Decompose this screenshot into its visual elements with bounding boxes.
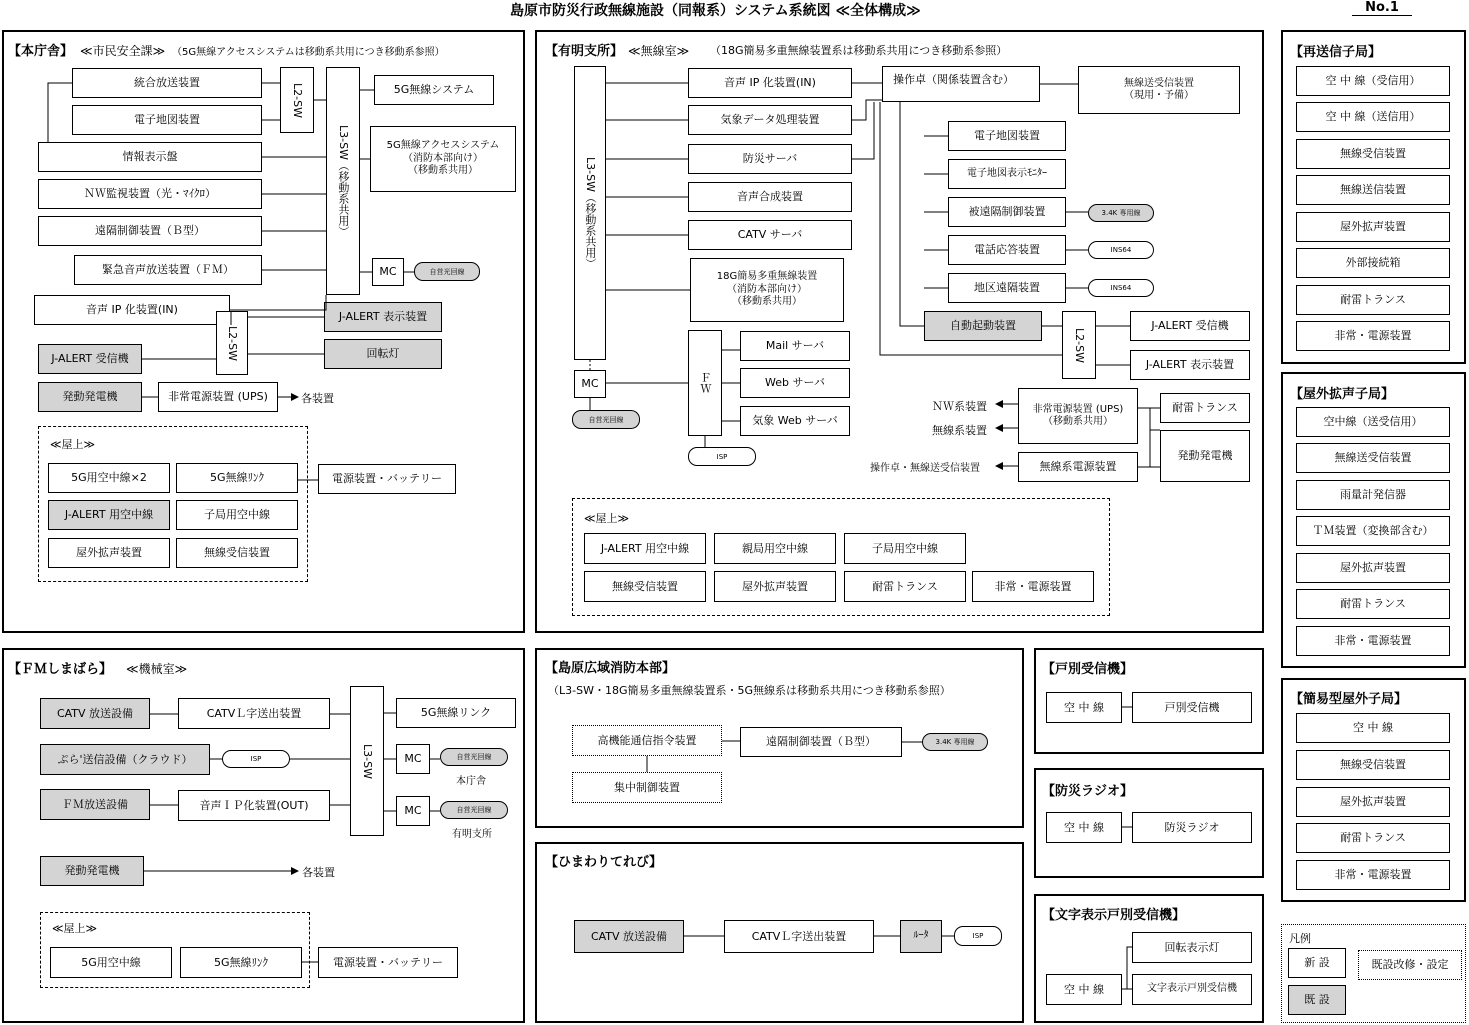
mc-box: MC xyxy=(372,258,404,286)
panel-title: 【屋外拡声子局】 xyxy=(1290,387,1395,402)
panel-note: ≪機械室≫ xyxy=(126,662,188,676)
roof-label: ≪屋上≫ xyxy=(50,438,96,451)
equipment-box: 耐雷トランス xyxy=(1296,285,1450,315)
panel-title: 【防災ラジオ】 xyxy=(1042,784,1134,799)
roof-label: ≪屋上≫ xyxy=(52,922,98,935)
equipment-box: 発動発電機 xyxy=(38,382,142,412)
equipment-box: 気象 Web サーバ xyxy=(740,406,850,436)
mc-box: MC xyxy=(396,744,430,774)
equipment-box: 5G用空中線×2 xyxy=(48,463,170,493)
equipment-box: 空 中 線 xyxy=(1296,713,1450,743)
router-box: ﾙｰﾀ xyxy=(900,920,942,953)
equipment-box: ＮＷ監視装置（光・ﾏｲｸﾛ） xyxy=(38,179,262,209)
equipment-box: 耐雷トランス xyxy=(844,571,966,602)
panel-note: ≪市民安全課≫ xyxy=(80,44,166,58)
equipment-box: 戸別受信機 xyxy=(1132,692,1252,723)
panel-note: ≪無線室≫ xyxy=(628,44,690,58)
equipment-box: 高機能通信指令装置 xyxy=(572,725,722,756)
equipment-box: 無線受信装置 xyxy=(176,538,298,568)
equipment-box: 外部接続箱 xyxy=(1296,248,1450,278)
equipment-box: 操作卓（関係装置含む） xyxy=(882,66,1040,102)
equipment-box: 音声 IP 化装置(IN) xyxy=(34,295,230,325)
equipment-box: 文字表示戸別受信機 xyxy=(1132,974,1252,1005)
equipment-box: CATVＬ字送出装置 xyxy=(178,698,330,729)
equipment-box: 空 中 線（受信用） xyxy=(1296,66,1450,96)
label-ops-radio: 操作卓・無線送受信装置 xyxy=(870,463,980,474)
equipment-box: CATV 放送設備 xyxy=(574,920,684,953)
equipment-box: Web サーバ xyxy=(740,368,850,398)
equipment-box: 5G無線リンク xyxy=(396,698,516,728)
equipment-box: CATVＬ字送出装置 xyxy=(724,920,874,953)
equipment-box: 空 中 線 xyxy=(1046,812,1122,843)
equipment-box: 屋外拡声装置 xyxy=(1296,212,1450,242)
equipment-box: 発動発電機 xyxy=(1160,430,1250,482)
equipment-box: 音声ＩＰ化装置(OUT) xyxy=(178,790,330,821)
equipment-box: 耐雷トランス xyxy=(1296,589,1450,619)
equipment-box: J-ALERT 受信機 xyxy=(1130,311,1250,341)
panel-title: 【本庁舎】 xyxy=(8,44,74,59)
equipment-box: 気象データ処理装置 xyxy=(688,105,852,135)
equipment-box: 親局用空中線 xyxy=(714,533,836,564)
equipment-box: 屋外拡声装置 xyxy=(1296,553,1450,583)
dedicated-line: 3.4K 専用線 xyxy=(922,733,988,751)
equipment-box: 無線送信装置 xyxy=(1296,175,1450,205)
equipment-box: 音声 IP 化装置(IN) xyxy=(688,68,852,98)
equipment-box: 電子地図装置 xyxy=(948,121,1066,151)
equipment-box: 無線送受信装置 （現用・予備） xyxy=(1078,66,1240,114)
fiber-line: 自営光回線 xyxy=(572,410,640,429)
label-each-device: 各装置 xyxy=(301,392,334,405)
label-ariake: 有明支所 xyxy=(452,829,492,840)
panel-title: 【ひまわりてれび】 xyxy=(545,855,663,870)
page-number: No.1 xyxy=(1352,0,1412,16)
equipment-box: 5G用空中線 xyxy=(50,947,172,978)
equipment-box: 無線送受信装置 xyxy=(1296,443,1450,473)
dedicated-line: 3.4K 専用線 xyxy=(1088,204,1154,222)
equipment-box: 非常電源装置 (UPS) xyxy=(158,382,278,412)
equipment-box: 耐雷トランス xyxy=(1296,823,1450,853)
equipment-box: 屋外拡声装置 xyxy=(1296,787,1450,817)
equipment-box: J-ALERT 用空中線 xyxy=(48,500,170,530)
switch-l3: L3-SW（移動系共用） xyxy=(574,66,606,360)
equipment-box: 音声合成装置 xyxy=(688,182,852,212)
equipment-box: 自動起動装置 xyxy=(924,311,1042,341)
equipment-box: CATV サーバ xyxy=(688,220,852,250)
equipment-box: 被遠隔制御装置 xyxy=(948,197,1066,227)
panel-note: （18G簡易多重無線装置系は移動系共用につき移動系参照） xyxy=(710,44,1008,57)
isdn-line: INS64 xyxy=(1088,241,1154,259)
equipment-box: 集中制御装置 xyxy=(572,772,722,803)
equipment-box: 無線系電源装置 xyxy=(1018,452,1138,482)
equipment-box: 空 中 線 xyxy=(1046,974,1122,1005)
equipment-box: 非常・電源装置 xyxy=(1296,321,1450,351)
equipment-box: 18G簡易多重無線装置 （消防本部向け） （移動系共用） xyxy=(690,258,844,322)
equipment-box: 発動発電機 xyxy=(40,856,144,886)
equipment-box: J-ALERT 表示装置 xyxy=(324,302,442,332)
equipment-box: 子局用空中線 xyxy=(176,500,298,530)
equipment-box: 回転灯 xyxy=(324,339,442,369)
panel-title: 【文字表示戸別受信機】 xyxy=(1042,908,1186,923)
panel-title: 【戸別受信機】 xyxy=(1042,662,1134,677)
legend-title: 凡例 xyxy=(1289,932,1311,945)
isp-line: ISP xyxy=(222,750,290,768)
switch-l2: L2-SW xyxy=(280,67,314,133)
panel-title: 【ＦＭしまばら】 xyxy=(8,662,113,677)
panel-title: 【島原広域消防本部】 xyxy=(545,661,676,676)
equipment-box: 電子地図表示ﾓﾆﾀｰ xyxy=(948,159,1066,189)
fiber-line: 自営光回線 xyxy=(440,801,508,819)
equipment-box: ぷら'送信設備（クラウド） xyxy=(40,744,210,775)
equipment-box: CATV 放送設備 xyxy=(40,698,150,729)
isp-line: ISP xyxy=(954,926,1002,946)
fiber-line: 自営光回線 xyxy=(440,748,508,766)
equipment-box: 無線受信装置 xyxy=(1296,139,1450,169)
equipment-box: 空中線（送受信用） xyxy=(1296,407,1450,437)
equipment-box: 非常・電源装置 xyxy=(1296,626,1450,656)
label-radio-devices: 無線系装置 xyxy=(932,424,987,437)
equipment-box: 遠隔制御装置（Ｂ型） xyxy=(740,727,902,757)
equipment-box: ＦＭ放送設備 xyxy=(40,789,150,820)
equipment-box: 5G無線ﾘﾝｸ xyxy=(176,463,298,493)
equipment-box: J-ALERT 受信機 xyxy=(38,344,142,374)
equipment-box: 屋外拡声装置 xyxy=(48,538,170,568)
isdn-line: INS64 xyxy=(1088,279,1154,297)
legend-existing: 既 設 xyxy=(1288,985,1346,1015)
equipment-box: 耐雷トランス xyxy=(1160,393,1250,423)
mc-box: MC xyxy=(396,796,430,826)
panel-note: （5G無線アクセスシステムは移動系共用につき移動系参照） xyxy=(172,47,445,58)
equipment-box: 緊急音声放送装置（ＦＭ） xyxy=(74,255,262,285)
equipment-box: J-ALERT 用空中線 xyxy=(584,533,706,564)
switch-l3: L3-SW（移動系共用） xyxy=(326,67,360,295)
legend-new: 新 設 xyxy=(1288,948,1346,978)
mc-box: MC xyxy=(574,370,606,398)
equipment-box: 電子地図装置 xyxy=(72,105,262,135)
equipment-box: Mail サーバ xyxy=(740,331,850,361)
equipment-box: 電話応答装置 xyxy=(948,235,1066,265)
switch-l2: L2-SW xyxy=(216,311,248,375)
label-each-device: 各装置 xyxy=(302,866,335,879)
equipment-box: 非常電源装置 (UPS) （移動系共用） xyxy=(1018,388,1138,444)
equipment-box: 空 中 線 xyxy=(1046,692,1122,723)
equipment-box: 5G無線システム xyxy=(374,75,494,105)
switch-l2: L2-SW xyxy=(1062,311,1096,379)
equipment-box: 無線受信装置 xyxy=(1296,750,1450,780)
equipment-box: 回転表示灯 xyxy=(1132,932,1252,963)
isp-line: ISP xyxy=(688,447,756,466)
equipment-box: 5G無線アクセスシステム （消防本部向け） （移動系共用） xyxy=(370,126,516,192)
equipment-box: 非常・電源装置 xyxy=(1296,860,1450,890)
label-honchosha: 本庁舎 xyxy=(456,776,486,787)
equipment-box: 遠隔制御装置（Ｂ型） xyxy=(38,216,262,246)
panel-title: 【簡易型屋外子局】 xyxy=(1290,692,1408,707)
fiber-line: 自営光回線 xyxy=(414,262,480,281)
equipment-box: 雨量計発信器 xyxy=(1296,480,1450,510)
equipment-box: 電源装置・バッテリー xyxy=(318,464,456,494)
equipment-box: 無線受信装置 xyxy=(584,571,706,602)
equipment-box: 防災サーバ xyxy=(688,144,852,174)
panel-note: （L3-SW・18G簡易多重無線装置系・5G無線系は移動系共用につき移動系参照） xyxy=(548,684,951,697)
roof-label: ≪屋上≫ xyxy=(584,512,630,525)
panel-title: 【有明支所】 xyxy=(545,44,624,59)
equipment-box: 空 中 線（送信用） xyxy=(1296,102,1450,132)
equipment-box: J-ALERT 表示装置 xyxy=(1130,350,1250,380)
equipment-box: 電源装置・バッテリー xyxy=(318,947,458,978)
equipment-box: 地区遠隔装置 xyxy=(948,273,1066,303)
equipment-box: 屋外拡声装置 xyxy=(714,571,836,602)
equipment-box: 5G無線ﾘﾝｸ xyxy=(180,947,302,978)
switch-l3: L3-SW xyxy=(350,686,384,836)
equipment-box: 統合放送装置 xyxy=(72,68,262,98)
firewall: ＦＷ xyxy=(688,330,722,436)
equipment-box: 子局用空中線 xyxy=(844,533,966,564)
label-nw-devices: ＮＷ系装置 xyxy=(932,400,987,413)
equipment-box: 防災ラジオ xyxy=(1132,812,1252,843)
panel-title: 【再送信子局】 xyxy=(1290,45,1382,60)
diagram-title: 島原市防災行政無線施設（同報系）システム系統図 ≪全体構成≫ xyxy=(510,3,921,19)
equipment-box: 情報表示盤 xyxy=(38,142,262,172)
legend-modified: 既設改修・設定 xyxy=(1358,950,1462,980)
equipment-box: ＴＭ装置（変換部含む） xyxy=(1296,516,1450,546)
equipment-box: 非常・電源装置 xyxy=(972,571,1094,602)
